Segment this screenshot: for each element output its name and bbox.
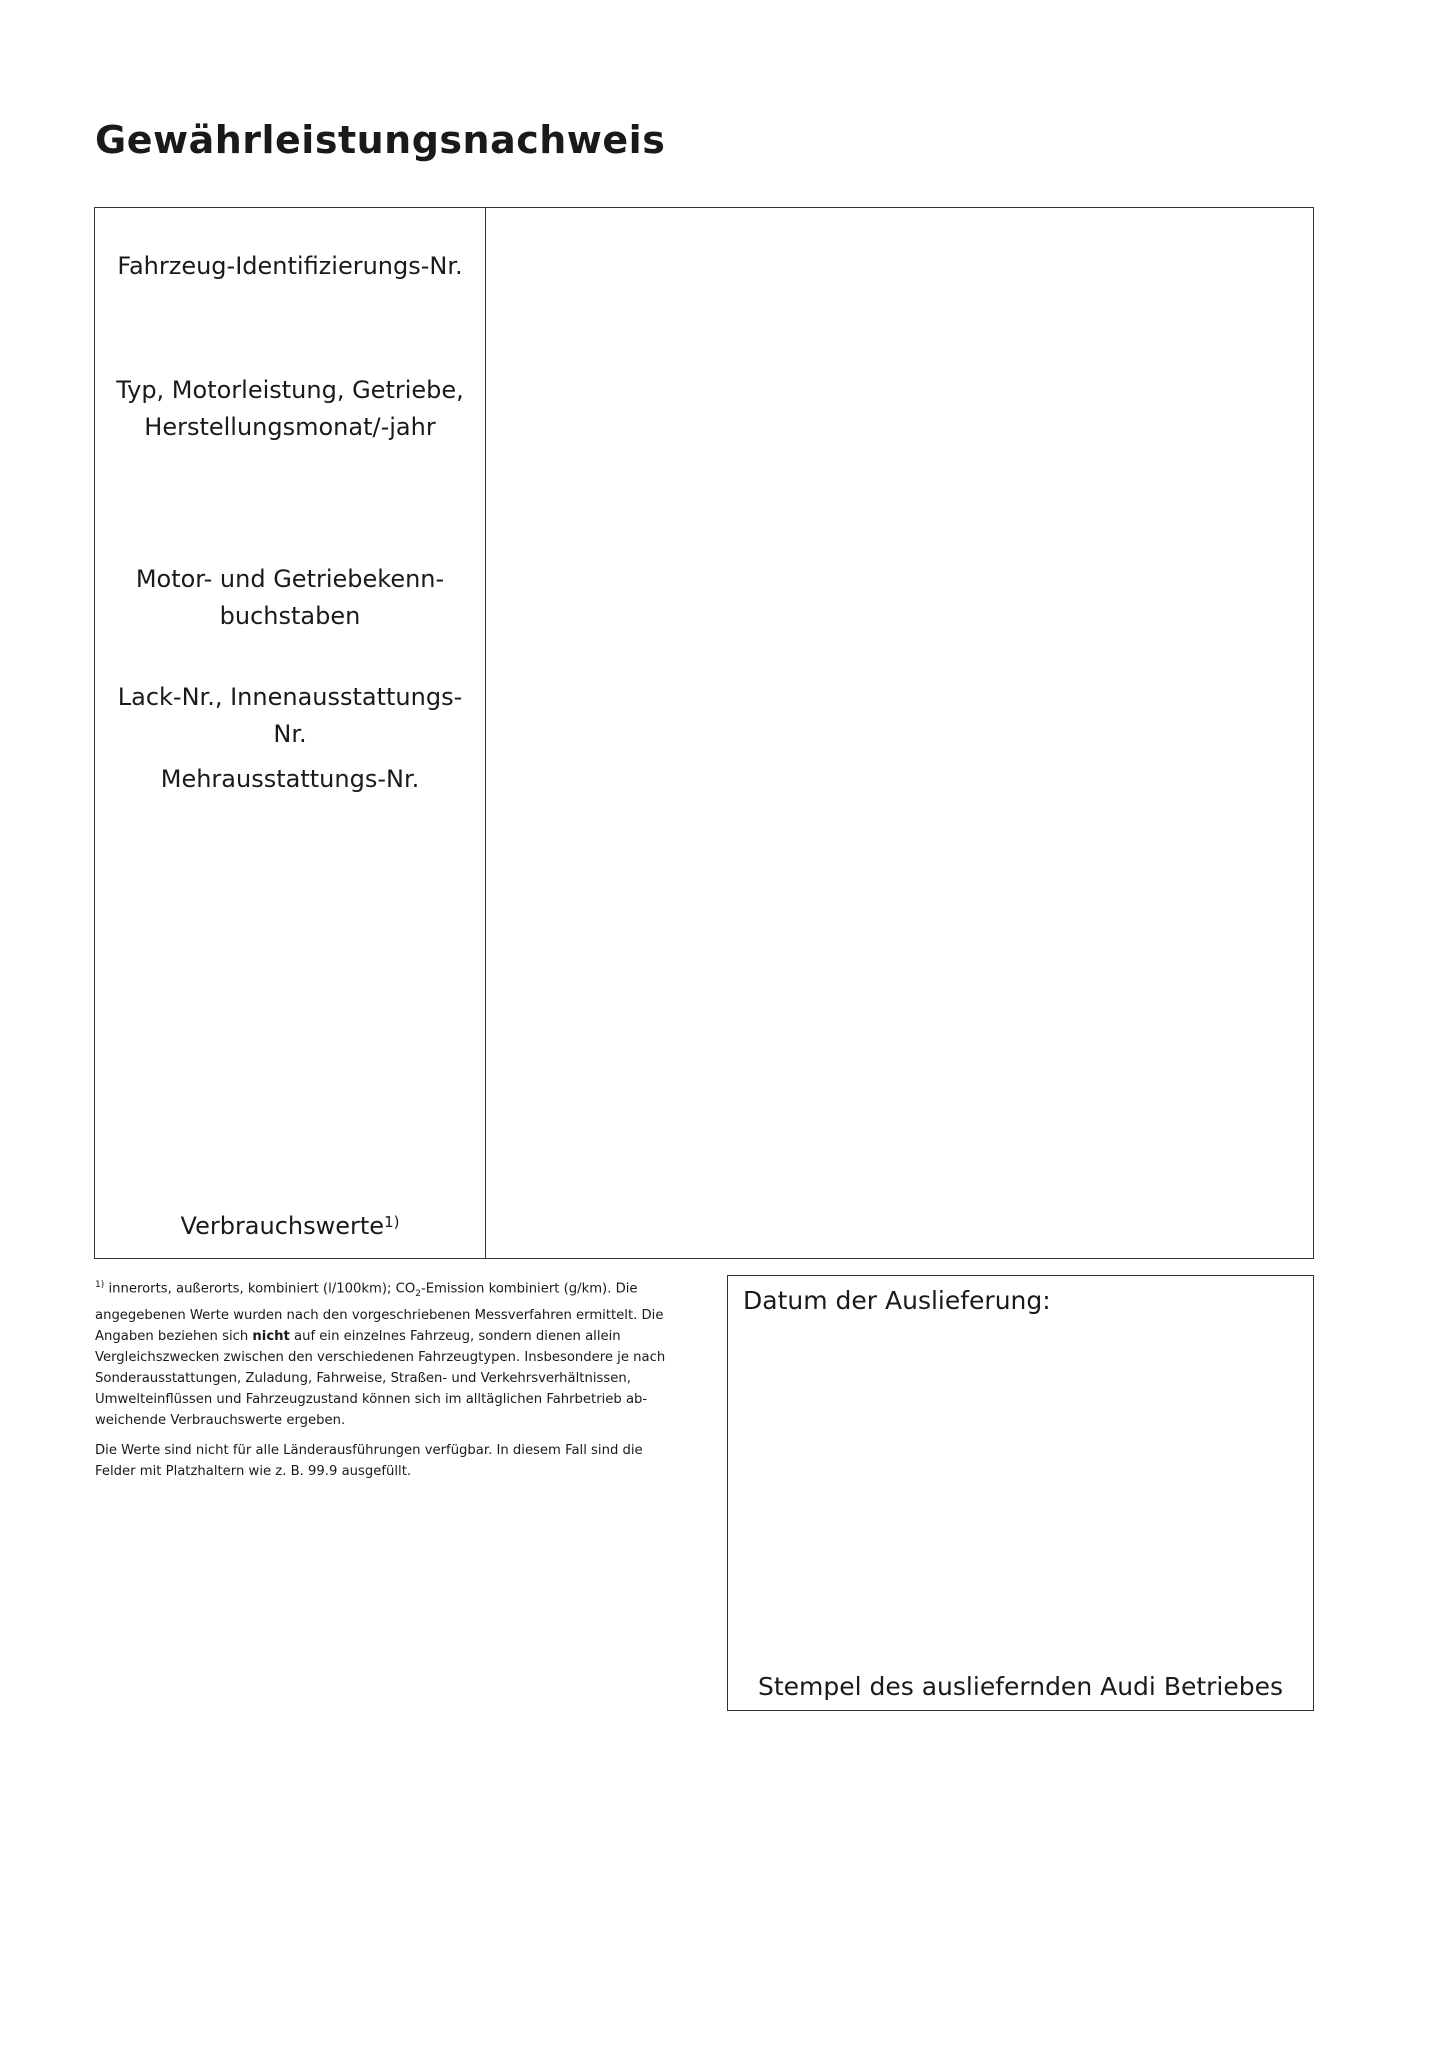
type-label-line2: Herstellungsmonat/-jahr	[144, 413, 436, 441]
consumption-label	[95, 1208, 485, 1245]
consumption-label-text: Verbrauchswerte	[180, 1212, 385, 1240]
delivery-stamp-box	[727, 1275, 1314, 1711]
footnote-bold-word: nicht	[252, 1329, 290, 1345]
footnote-text-a: innerorts, außerorts, kombiniert (l/100km); CO	[108, 1281, 416, 1297]
footnote-marker: 1)	[384, 1213, 400, 1231]
paint-interior-label-line1: Lack-Nr., Innenausstattungs-	[117, 683, 463, 711]
column-divider	[485, 208, 486, 1258]
footnote	[95, 1275, 685, 1482]
footnote-paragraph-1	[95, 1275, 685, 1431]
vehicle-data-table	[94, 207, 1314, 1259]
optional-equipment-label-text: Mehrausstattungs-Nr.	[160, 765, 420, 793]
footnote-paragraph-2: Die Werte sind nicht für alle Länderausführungen verfügbar. In diesem Fall sind die Felder mit Platzhaltern wie z. B. 99.9 ausgefüllt.	[95, 1443, 643, 1480]
type-label	[95, 372, 485, 446]
footnote-text-b: -Emission kombiniert (g/km). Die angegebenen Werte wurden nach den vorgeschriebenen Messverfahren ermittelt. Die Angaben beziehen sich	[95, 1281, 664, 1345]
type-label-line1: Typ, Motorleistung, Getriebe,	[116, 376, 464, 404]
delivery-date-label: Datum der Auslieferung:	[743, 1286, 1051, 1315]
footnote-text-c: auf ein einzelnes Fahrzeug, sondern dienen allein Vergleichszwecken zwischen den verschiedenen Fahrzeugtypen. Insbesondere je nach Sonderausstattungen, Zuladung, Fahrweise, Straßen- und Verkehrsverhältnissen, Umwelteinflüssen und Fahrzeugzustand können sich im alltäglichen Fahrbetrieb ab-weichende Verbrauchswerte ergeben.	[95, 1329, 666, 1429]
engine-code-label-line1: Motor- und Getriebekenn-	[135, 565, 445, 593]
engine-code-label-line2: buchstaben	[219, 602, 361, 630]
vin-label-text: Fahrzeug-Identifizierungs-Nr.	[117, 252, 463, 280]
co2-subscript: 2	[415, 1289, 421, 1300]
page-title: Gewährleistungsnachweis	[95, 118, 666, 162]
dealer-stamp-label: Stempel des ausliefernden Audi Betriebes	[757, 1672, 1284, 1701]
vin-label	[95, 248, 485, 285]
footnote-reference: 1)	[95, 1280, 105, 1290]
paint-interior-label	[95, 679, 485, 753]
optional-equipment-label	[95, 761, 485, 798]
engine-code-label	[95, 561, 485, 635]
paint-interior-label-line2: Nr.	[273, 720, 307, 748]
